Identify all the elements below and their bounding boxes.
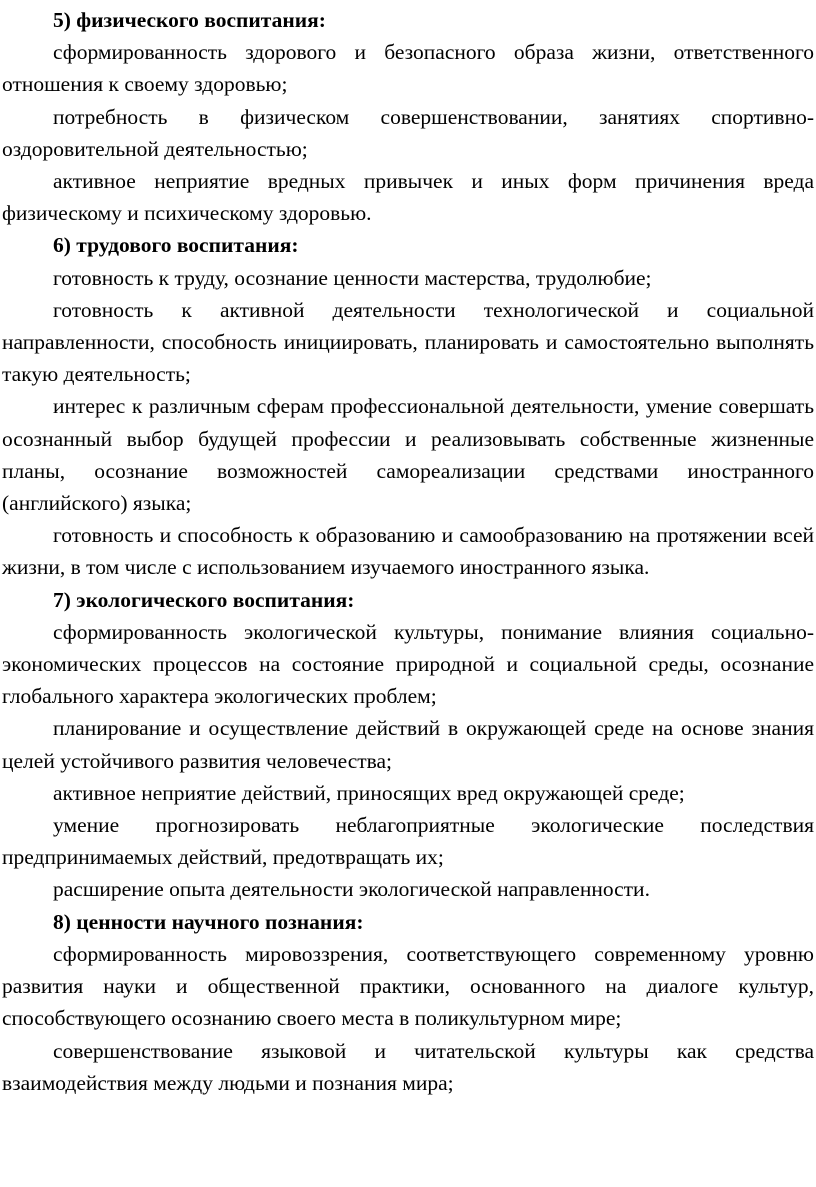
section-heading-ecological: 7) экологического воспитания: [53, 587, 355, 612]
paragraph: совершенствование языковой и читательской культуры как средства взаимодействия между людьми и познания мира; [2, 1038, 814, 1095]
paragraph: планирование и осуществление действий в окружающей среде на основе знания целей устойчивого развития человечества; [2, 716, 814, 773]
paragraph: готовность к активной деятельности технологической и социальной направленности, способность инициировать, планировать и самостоятельно выполнять такую деятельность; [2, 297, 814, 387]
paragraph: интерес к различным сферам профессиональной деятельности, умение совершать осознанный выбор будущей профессии и реализовывать собственные жизненные планы, осознание возможностей самореализации средствами иностранного (английского) языка; [2, 394, 814, 516]
section-heading-physical: 5) физического воспитания: [53, 8, 326, 32]
paragraph: умение прогнозировать неблагоприятные экологические последствия предпринимаемых действий, предотвращать их; [2, 813, 814, 870]
paragraph: сформированность мировоззрения, соответствующего современному уровню развития науки и общественной практики, основанного на диалоге культур, способствующего осознанию своего места в поликультурном мире; [2, 941, 814, 1031]
paragraph: готовность к труду, осознание ценности мастерства, трудолюбие; [53, 265, 652, 290]
paragraph: активное неприятие вредных привычек и иных форм причинения вреда физическому и психическому здоровью. [2, 169, 814, 226]
paragraph: сформированность экологической культуры, понимание влияния социально-экономических процессов на состояние природной и социальной среды, осознание глобального характера экологических проблем; [2, 619, 814, 709]
paragraph: готовность и способность к образованию и самообразованию на протяжении всей жизни, в том числе с использованием изучаемого иностранного языка. [2, 523, 814, 580]
section-heading-scientific: 8) ценности научного познания: [53, 909, 364, 934]
paragraph: расширение опыта деятельности экологической направленности. [53, 877, 650, 902]
paragraph: потребность в физическом совершенствовании, занятиях спортивно-оздоровительной деятельностью; [2, 104, 814, 161]
section-heading-labor: 6) трудового воспитания: [53, 233, 299, 258]
paragraph: активное неприятие действий, приносящих вред окружающей среде; [53, 780, 685, 805]
paragraph: сформированность здорового и безопасного образа жизни, ответственного отношения к своему здоровью; [2, 40, 814, 97]
